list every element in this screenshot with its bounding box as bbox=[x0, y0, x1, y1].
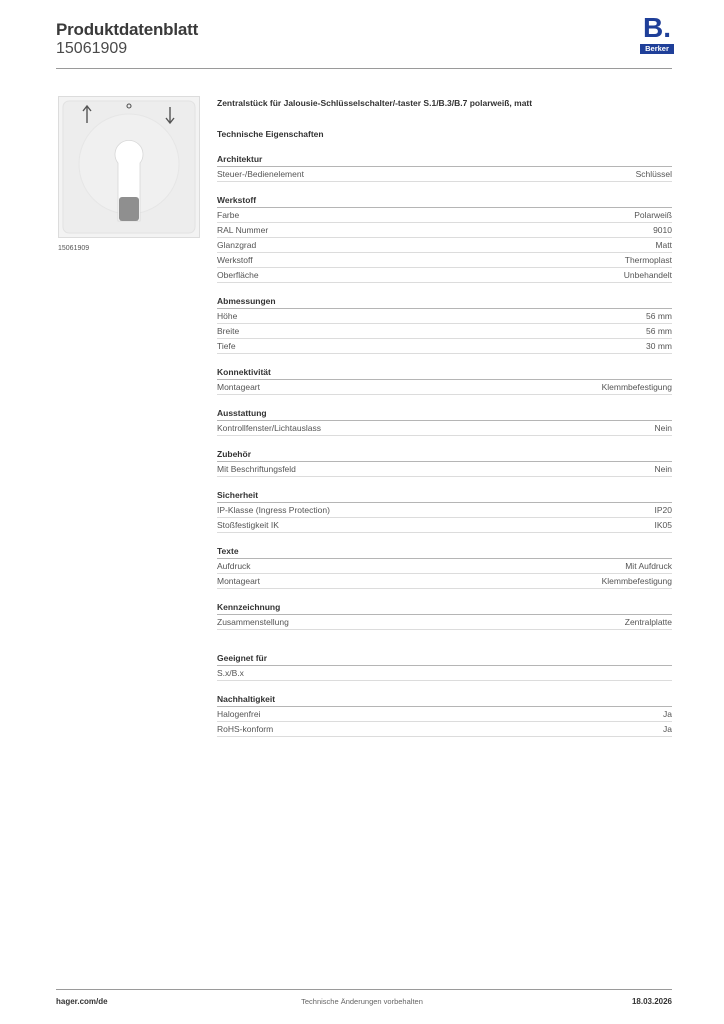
spec-row bbox=[217, 309, 672, 324]
section-title: Architektur bbox=[217, 153, 672, 167]
footer-website-link[interactable]: hager.com/de bbox=[56, 997, 108, 1006]
section-zubehoer bbox=[217, 448, 672, 477]
section-title: Zubehör bbox=[217, 448, 672, 462]
spec-value: Ja bbox=[663, 709, 672, 719]
spec-row bbox=[217, 223, 672, 238]
section-title: Konnektivität bbox=[217, 366, 672, 380]
spec-value: Ja bbox=[663, 724, 672, 734]
spec-value: Klemmbefestigung bbox=[601, 576, 672, 586]
section-geeignet-fuer bbox=[217, 652, 672, 681]
section-title: Nachhaltigkeit bbox=[217, 693, 672, 707]
section-texte bbox=[217, 545, 672, 589]
spec-row bbox=[217, 253, 672, 268]
section-title: Werkstoff bbox=[217, 194, 672, 208]
spec-value: Zentralplatte bbox=[624, 617, 672, 627]
spec-value: Nein bbox=[654, 423, 672, 433]
spec-row bbox=[217, 167, 672, 182]
spec-row bbox=[217, 722, 672, 737]
footer-date: 18.03.2026 bbox=[631, 997, 672, 1006]
spec-value: IK05 bbox=[654, 520, 672, 530]
spec-row bbox=[217, 268, 672, 283]
spec-label: RAL Nummer bbox=[217, 225, 269, 235]
section-konnektivitaet bbox=[217, 366, 672, 395]
spec-label: Halogenfrei bbox=[217, 709, 261, 719]
spec-row bbox=[217, 462, 672, 477]
spec-value: Matt bbox=[655, 240, 672, 250]
spec-label: Zusammenstellung bbox=[217, 617, 289, 627]
spec-value: Mit Aufdruck bbox=[625, 561, 672, 571]
section-werkstoff bbox=[217, 194, 672, 283]
spec-label: Tiefe bbox=[217, 341, 236, 351]
spec-label: S.x/B.x bbox=[217, 668, 244, 678]
tech-heading: Technische Eigenschaften bbox=[217, 129, 324, 139]
section-title: Kennzeichnung bbox=[217, 601, 672, 615]
spec-value: IP20 bbox=[654, 505, 672, 515]
section-title: Abmessungen bbox=[217, 295, 672, 309]
spec-value: 9010 bbox=[653, 225, 672, 235]
spec-label: IP-Klasse (Ingress Protection) bbox=[217, 505, 330, 515]
spec-value: 56 mm bbox=[646, 326, 672, 336]
spec-value: Schlüssel bbox=[635, 169, 672, 179]
spec-row bbox=[217, 324, 672, 339]
product-illustration bbox=[59, 97, 199, 237]
header-divider bbox=[56, 68, 672, 69]
spec-row bbox=[217, 208, 672, 223]
spec-row bbox=[217, 238, 672, 253]
spec-label: Montageart bbox=[217, 576, 260, 586]
spec-value: Unbehandelt bbox=[623, 270, 672, 280]
spec-content bbox=[217, 96, 672, 737]
spec-row bbox=[217, 559, 672, 574]
image-caption: 15061909 bbox=[58, 245, 90, 252]
spec-value: Klemmbefestigung bbox=[601, 382, 672, 392]
spec-label: Montageart bbox=[217, 382, 260, 392]
spec-label: RoHS-konform bbox=[217, 724, 274, 734]
section-title: Texte bbox=[217, 545, 672, 559]
spec-value: Polarweiß bbox=[634, 210, 672, 220]
spec-row bbox=[217, 666, 672, 681]
spec-row bbox=[217, 339, 672, 354]
section-kennzeichnung bbox=[217, 601, 672, 630]
spec-label: Farbe bbox=[217, 210, 240, 220]
product-title: Zentralstück für Jalousie-Schlüsselschalter/-taster S.1/B.3/B.7 polarweiß, matt bbox=[217, 98, 533, 108]
spec-label: Werkstoff bbox=[217, 255, 253, 265]
spec-label: Breite bbox=[217, 326, 240, 336]
spec-row bbox=[217, 380, 672, 395]
spec-row bbox=[217, 615, 672, 630]
spec-label: Oberfläche bbox=[217, 270, 259, 280]
product-number: 15061909 bbox=[56, 40, 128, 57]
section-abmessungen bbox=[217, 295, 672, 354]
page-title: Produktdatenblatt bbox=[56, 20, 199, 39]
spec-row bbox=[217, 574, 672, 589]
footer-disclaimer: Technische Änderungen vorbehalten bbox=[301, 997, 423, 1006]
spec-row bbox=[217, 518, 672, 533]
spec-value: Thermoplast bbox=[624, 255, 672, 265]
spec-label: Stoßfestigkeit IK bbox=[217, 520, 279, 530]
spec-row bbox=[217, 707, 672, 722]
spec-row bbox=[217, 421, 672, 436]
logo-text: Berker bbox=[640, 44, 674, 54]
section-title: Sicherheit bbox=[217, 489, 672, 503]
spec-label: Aufdruck bbox=[217, 561, 251, 571]
section-nachhaltigkeit bbox=[217, 693, 672, 737]
spec-value: Nein bbox=[654, 464, 672, 474]
spec-label: Glanzgrad bbox=[217, 240, 257, 250]
spec-label: Steuer-/Bedienelement bbox=[217, 169, 304, 179]
berker-logo bbox=[640, 14, 674, 54]
spec-value: 56 mm bbox=[646, 311, 672, 321]
section-title: Geeignet für bbox=[217, 652, 672, 666]
section-ausstattung bbox=[217, 407, 672, 436]
section-architektur bbox=[217, 153, 672, 182]
spec-label: Kontrollfenster/Lichtauslass bbox=[217, 423, 321, 433]
section-title: Ausstattung bbox=[217, 407, 672, 421]
spec-value: 30 mm bbox=[646, 341, 672, 351]
logo-letter: B. bbox=[643, 12, 671, 43]
spec-label: Mit Beschriftungsfeld bbox=[217, 464, 296, 474]
section-sicherheit bbox=[217, 489, 672, 533]
product-image bbox=[58, 96, 200, 238]
spec-label: Höhe bbox=[217, 311, 238, 321]
footer-divider bbox=[56, 989, 672, 990]
spec-row bbox=[217, 503, 672, 518]
